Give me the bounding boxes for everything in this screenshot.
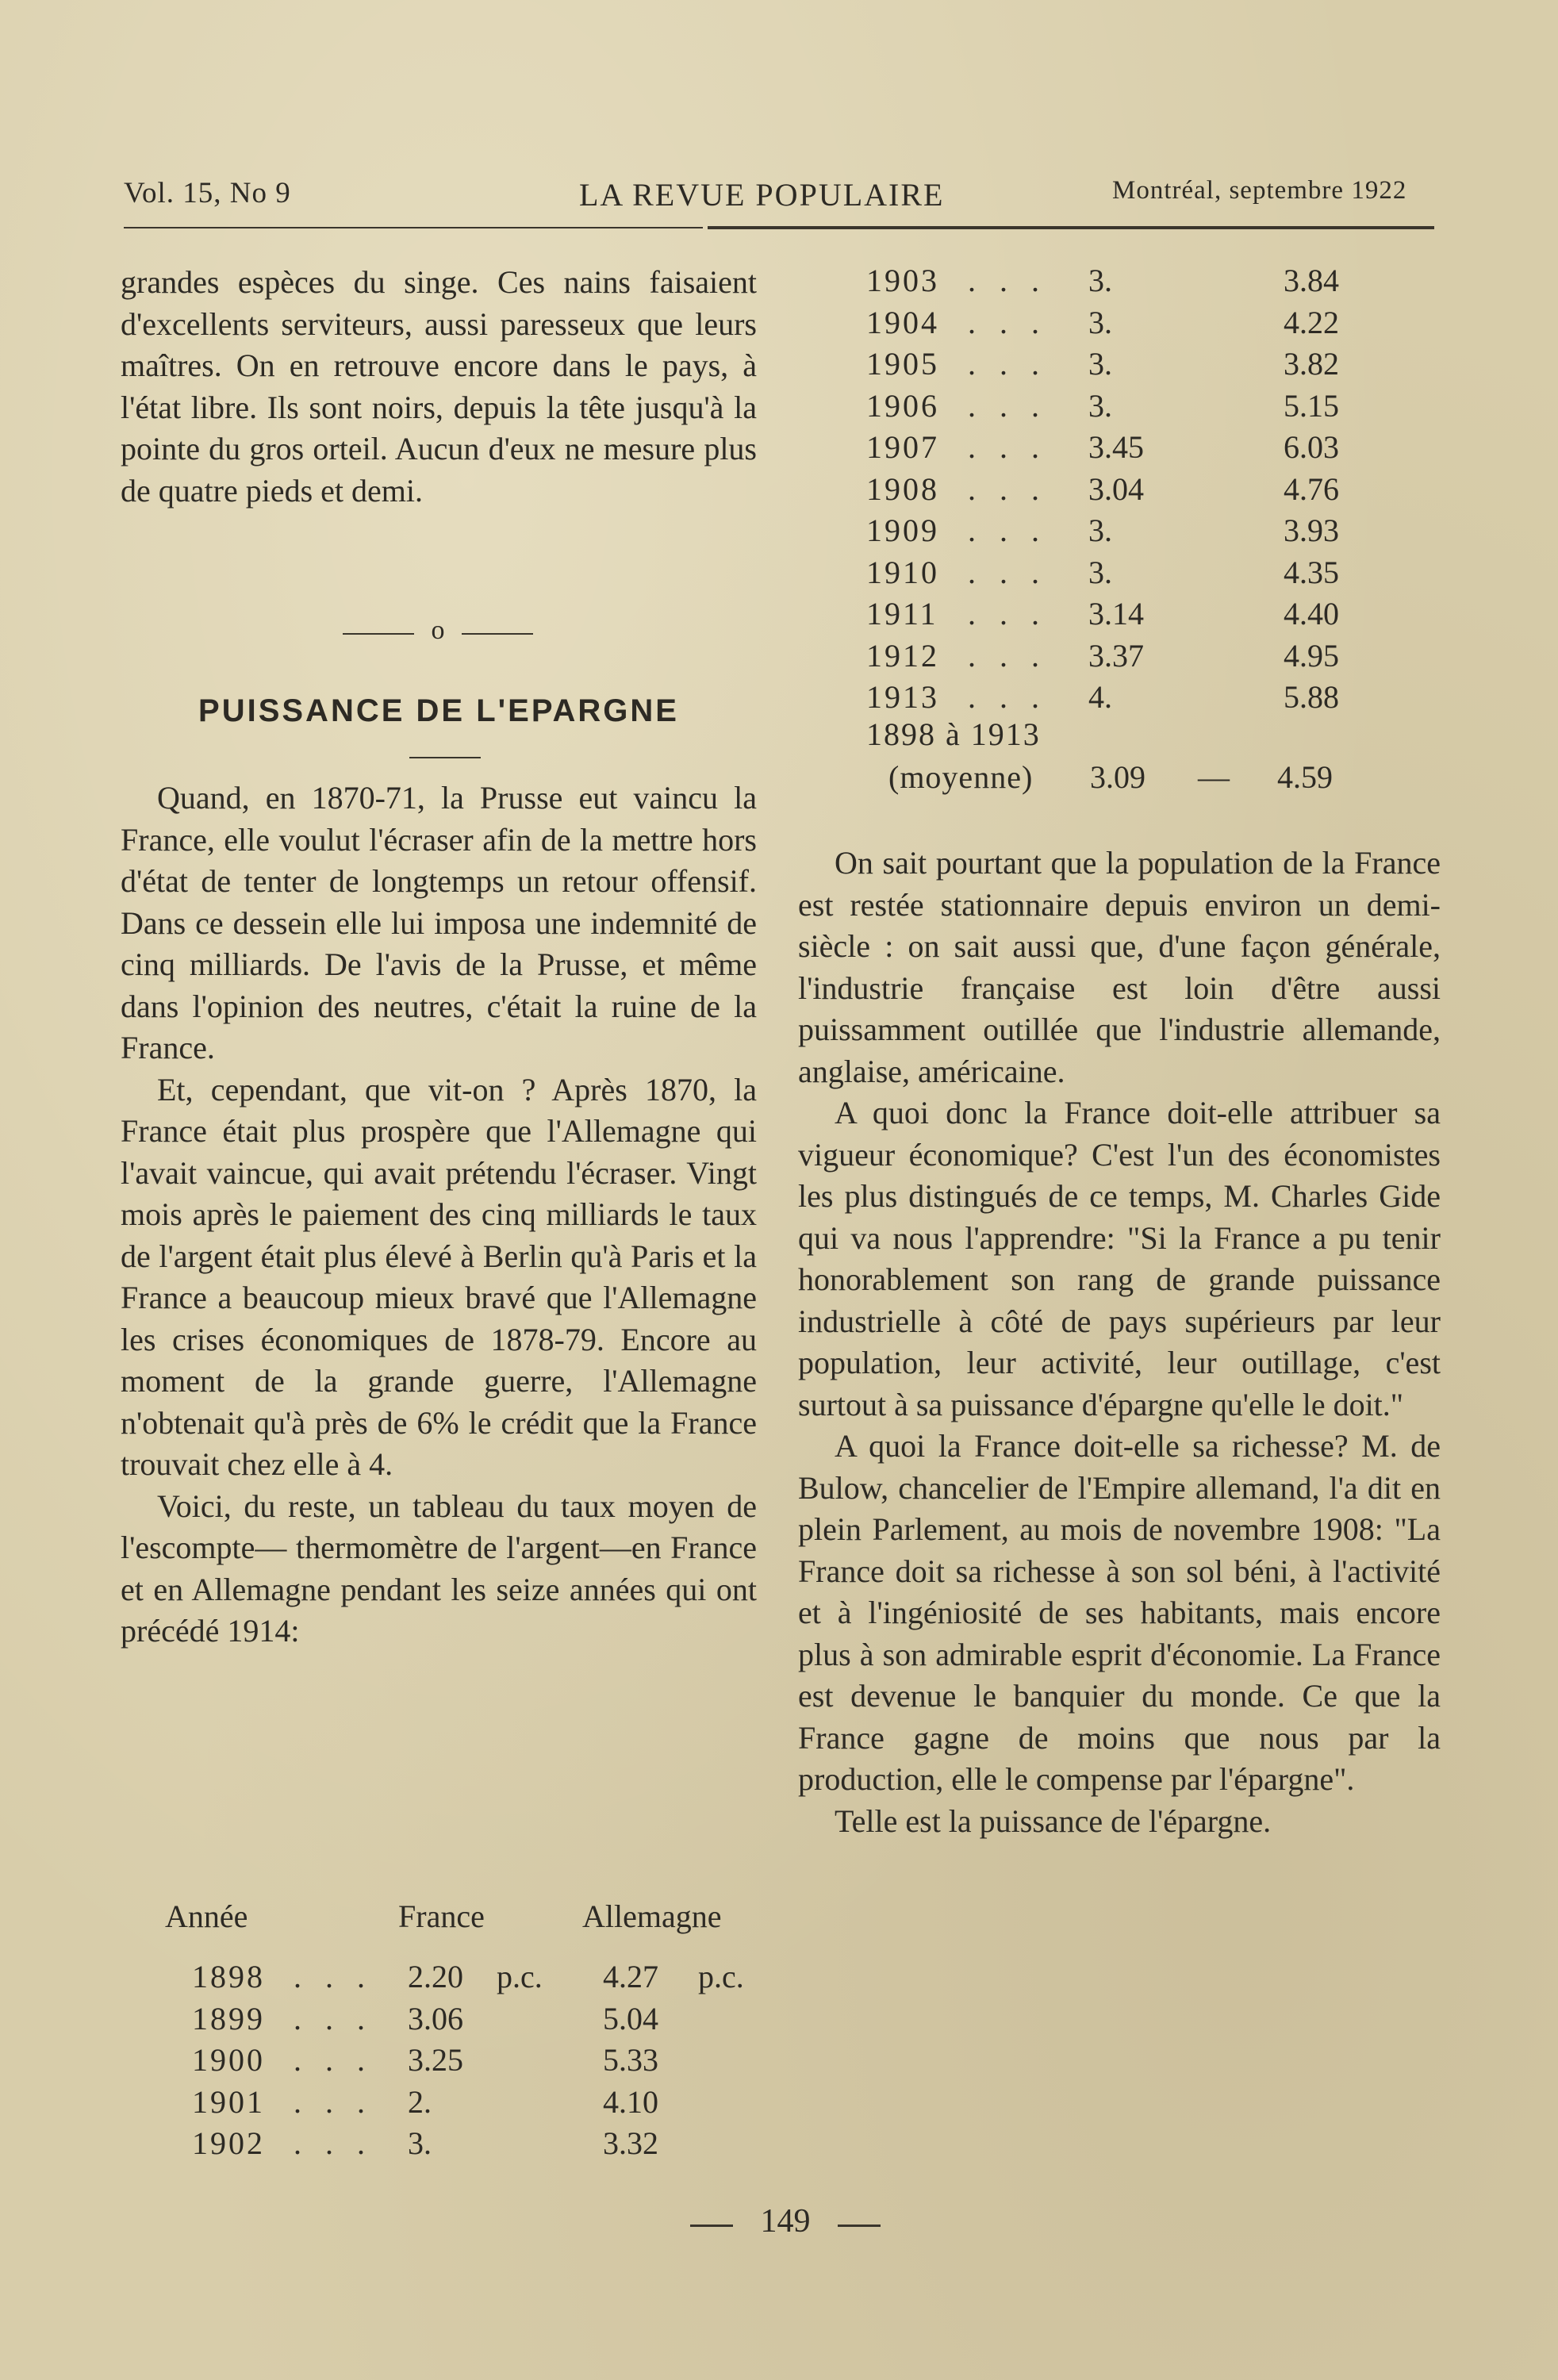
- germany-rate-cell: 4.40: [1284, 596, 1339, 631]
- france-rate-cell: 3.45: [1088, 429, 1144, 465]
- year-cell: 1900: [192, 2042, 265, 2078]
- article-body-right: [798, 843, 1441, 1842]
- table-row: [192, 2041, 747, 2082]
- paragraph: Telle est la puissance de l'épargne.: [835, 1802, 1272, 1839]
- year-cell: 1898: [192, 1959, 265, 1994]
- leader-dots: . . .: [968, 263, 1047, 298]
- year-cell: 1904: [866, 304, 939, 340]
- germany-rate-cell: 4.95: [1284, 637, 1339, 674]
- year-cell: 1908: [866, 470, 939, 507]
- france-rate-cell: 3.: [1088, 554, 1112, 590]
- france-rate-cell: 2.: [408, 2083, 432, 2120]
- intro-paragraph: grandes espèces du singe. Ces nains faisaient d'excellents serviteurs, aussi paresseux que leurs maîtres. On en retrouve encore dans le pays, à l'état libre. Ils sont noirs, depuis la tête jusqu'à la pointe du gros orteil. Aucun d'eux ne mesure plus de quatre pieds et demi.: [121, 264, 757, 509]
- leader-dots: . . .: [294, 2000, 373, 2036]
- leader-dots: . . .: [968, 596, 1047, 631]
- leader-dots: . . .: [968, 429, 1047, 465]
- year-cell: 1913: [866, 679, 939, 715]
- germany-rate-cell: 5.15: [1284, 387, 1339, 424]
- leader-dots: . . .: [968, 304, 1047, 340]
- article-body-left: [121, 777, 757, 1653]
- table-row: [192, 1958, 747, 1999]
- average-period: 1898 à 1913: [866, 716, 1041, 752]
- france-rate-cell: 3.: [1088, 304, 1112, 340]
- germany-rate-cell: 4.76: [1284, 470, 1339, 507]
- average-label: (moyenne): [888, 759, 1034, 795]
- table-row: [866, 554, 1422, 595]
- table-row: [866, 637, 1422, 678]
- header-rule-left: [124, 227, 703, 228]
- table-row: [192, 2125, 747, 2166]
- paragraph: Et, cependant, que vit-on ? Après 1870, la France était plus prospère que l'Allemagne qui l'avait vaincue, qui avait prétendu l'écraser. Vingt mois après le paiement des cinq milliards le taux de l'argent était plus élevé à Berlin qu'à Paris et la France a beaucoup mieux bravé que l'Allemagne les crises économiques de 1878-79. Encore au moment de la grande guerre, l'Allemagne n'obtenait qu'à près de 6% le crédit que la France trouvait chez elle à 4.: [121, 1071, 757, 1482]
- france-rate-cell: 3.: [1088, 346, 1112, 382]
- volume-number: Vol. 15, No 9: [124, 177, 291, 209]
- paragraph: On sait pourtant que la population de la France est restée stationnaire depuis environ un demi-siècle : on sait aussi que, d'une façon générale, l'industrie française est loin d'être aussi puissamment outillée que l'industrie allemande, anglaise, américaine.: [798, 845, 1441, 1089]
- france-rate-cell: 3.: [1088, 512, 1112, 548]
- table-header-year: Année: [165, 1898, 248, 1934]
- france-rate-cell: 3.25: [408, 2042, 463, 2078]
- table-row: [866, 345, 1422, 386]
- leader-dots: . . .: [968, 387, 1047, 424]
- germany-rate-cell: 4.27: [603, 1959, 658, 1994]
- table-row: [192, 2083, 747, 2125]
- germany-rate-cell: 6.03: [1284, 429, 1339, 465]
- germany-rate-cell: 5.88: [1284, 679, 1339, 715]
- france-rate-cell: 4.: [1088, 679, 1112, 715]
- place-date: Montréal, septembre 1922: [1112, 176, 1407, 205]
- year-cell: 1905: [866, 346, 939, 382]
- paragraph: Voici, du reste, un tableau du taux moyen de l'escompte— thermomètre de l'argent—en France et en Allemagne pendant les seize années qui ont précédé 1914:: [121, 1488, 757, 1649]
- germany-rate-cell: 4.22: [1284, 304, 1339, 340]
- average-germany: 4.59: [1277, 759, 1333, 795]
- year-cell: 1901: [192, 2083, 265, 2120]
- year-cell: 1902: [192, 2125, 265, 2161]
- germany-rate-cell: 3.82: [1284, 346, 1339, 382]
- leader-dots: . . .: [294, 2125, 373, 2161]
- year-cell: 1911: [866, 596, 938, 631]
- year-cell: 1910: [866, 554, 939, 590]
- section-separator: o: [343, 616, 533, 647]
- germany-rate-cell: 5.33: [603, 2042, 658, 2078]
- table-row: [866, 428, 1422, 470]
- leader-dots: . . .: [968, 679, 1047, 715]
- paragraph: A quoi donc la France doit-elle attribuer sa vigueur économique? C'est l'un des économistes les plus distingués de ce temps, M. Charles Gide qui va nous l'apprendre: "Si la France a pu tenir honorablement son rang de grande puissance industrielle à côté de pays supérieurs par leur population, leur activité, leur outillage, c'est surtout à sa puissance d'épargne qu'elle le doit.": [798, 1095, 1441, 1422]
- magazine-title: LA REVUE POPULAIRE: [579, 177, 945, 213]
- year-cell: 1909: [866, 512, 939, 548]
- header-rule-right: [708, 226, 1434, 229]
- germany-rate-cell: 4.35: [1284, 554, 1339, 590]
- table-row: [866, 304, 1422, 345]
- france-rate-cell: 3.: [408, 2125, 432, 2161]
- table-row: [866, 470, 1422, 512]
- france-rate-cell: 3.14: [1088, 596, 1144, 631]
- table-row: [866, 678, 1422, 720]
- france-rate-cell: 3.04: [1088, 470, 1144, 507]
- year-cell: 1912: [866, 637, 939, 674]
- france-rate-cell: 3.: [1088, 387, 1112, 424]
- leader-dots: . . .: [968, 346, 1047, 382]
- paragraph: Quand, en 1870-71, la Prusse eut vaincu la France, elle voulut l'écraser afin de la mettre hors d'état de tenter de longtemps un retour offensif. Dans ce dessein elle lui imposa une indemnité de cinq milliards. De l'avis de la Prusse, et même dans l'opinion des neutres, c'était la ruine de la France.: [121, 780, 757, 1065]
- paragraph: A quoi la France doit-elle sa richesse? M. de Bulow, chancelier de l'Empire allemand, l'a dit en plein Parlement, au mois de novembre 1908: "La France doit sa richesse à son sol béni, à l'activité et à l'ingéniosité de ses habitants, mais encore plus à son admirable esprit d'économie. La France est devenue le banquier du monde. Ce que la France gagne de moins que nous par la production, elle le compense par l'épargne".: [798, 1428, 1441, 1797]
- germany-rate-cell: 5.04: [603, 2000, 658, 2036]
- average-france: 3.09: [1090, 759, 1145, 795]
- leader-dots: . . .: [294, 2042, 373, 2078]
- table-header-france: France: [398, 1898, 485, 1934]
- leader-dots: . . .: [968, 512, 1047, 548]
- table-header-germany: Allemagne: [582, 1898, 722, 1934]
- france-rate-cell: 2.20: [408, 1959, 463, 1994]
- table-row: [866, 387, 1422, 428]
- unit-label: p.c.: [497, 1959, 543, 1994]
- table-row: [866, 595, 1422, 636]
- table-row: [866, 262, 1422, 303]
- leader-dots: . . .: [968, 637, 1047, 674]
- germany-rate-cell: 3.93: [1284, 512, 1339, 548]
- france-rate-cell: 3.: [1088, 263, 1112, 298]
- leader-dots: . . .: [294, 1959, 373, 1994]
- unit-label: p.c.: [698, 1959, 744, 1994]
- germany-rate-cell: 3.32: [603, 2125, 658, 2161]
- germany-rate-cell: 3.84: [1284, 263, 1339, 298]
- table-row: [192, 2000, 747, 2041]
- germany-rate-cell: 4.10: [603, 2083, 658, 2120]
- average-dash: —: [1198, 759, 1230, 795]
- leader-dots: . . .: [294, 2083, 373, 2120]
- table-row: [866, 512, 1422, 553]
- year-cell: 1906: [866, 387, 939, 424]
- year-cell: 1903: [866, 263, 939, 298]
- left-column-intro: [121, 262, 757, 512]
- year-cell: 1907: [866, 429, 939, 465]
- page-number: 149: [690, 2202, 881, 2240]
- france-rate-cell: 3.37: [1088, 637, 1144, 674]
- leader-dots: . . .: [968, 470, 1047, 507]
- article-heading: PUISSANCE DE L'EPARGNE: [198, 693, 679, 728]
- leader-dots: . . .: [968, 554, 1047, 590]
- year-cell: 1899: [192, 2000, 265, 2036]
- france-rate-cell: 3.06: [408, 2000, 463, 2036]
- heading-rule: [409, 757, 481, 758]
